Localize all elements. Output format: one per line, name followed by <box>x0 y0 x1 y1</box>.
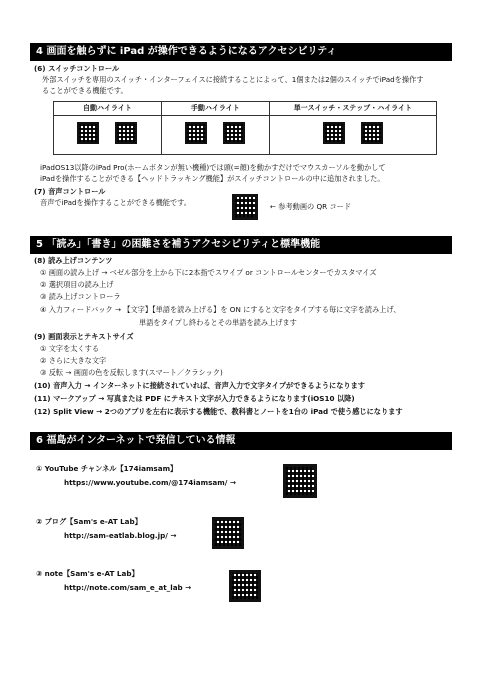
qr-code-icon[interactable] <box>323 122 345 144</box>
youtube-title: ① YouTube チャンネル【174iamsam】 <box>36 464 178 473</box>
note-url[interactable]: http://note.com/sam_e_at_lab → <box>64 583 192 592</box>
qr-code-icon[interactable] <box>223 122 245 144</box>
item9-title: (9) 画面表示とテキストサイズ <box>34 332 134 341</box>
table-header-single: 単一スイッチ・ステップ・ハイライト <box>269 102 436 116</box>
note-title: ③ note【Sam's e-AT Lab】 <box>36 569 139 578</box>
item6-text-1: 外部スイッチを専用のスイッチ・インターフェイスに接続することによって、1個または2個のスイッチでiPadを操作す <box>42 75 424 84</box>
item9-1: ① 文字を太くする <box>40 344 100 353</box>
item9-2: ② さらに大きな文字 <box>40 356 107 365</box>
qr-cell-auto <box>54 116 162 155</box>
blog-url[interactable]: http://sam-eatlab.blog.jp/ → <box>64 531 177 540</box>
item10: (10) 音声入力 → インターネットに接続されていれば、音声入力で文字タイプができるようになります <box>34 381 365 390</box>
youtube-url[interactable]: https://www.youtube.com/@174iamsam/ → <box>64 478 236 487</box>
qr-cell-single <box>269 116 436 155</box>
qr-cell-manual <box>161 116 269 155</box>
item7-title: (7) 音声コントロール <box>34 187 106 196</box>
ipados-text-1: iPadOS13以降のiPad Pro(ホームボタンが無い機種)では頭(=顔)を動かすだけでマウスカーソルを動かして <box>40 163 386 172</box>
item8-4a: ④ 入力フィードバック → 【文字】【単語を読み上げる】を ON にすると文字をタイプする毎に文字を読み上げ、 <box>40 305 401 314</box>
table-header-auto: 自動ハイライト <box>54 102 162 116</box>
voice-control-qr-code-icon[interactable] <box>232 194 258 220</box>
qr-code-icon[interactable] <box>115 122 137 144</box>
table-header-manual: 手動ハイライト <box>161 102 269 116</box>
blog-qr-code-icon[interactable] <box>212 517 244 549</box>
item6-text-2: ることができる機能です。 <box>42 86 128 95</box>
ipados-text-2: iPadを操作することができる【ヘッドトラッキング機能】がスイッチコントロールの中に追加されました。 <box>40 174 385 183</box>
item8-3: ③ 読み上げコントローラ <box>40 292 121 301</box>
switch-control-qr-table <box>53 101 437 155</box>
section-4-header: 4 画面を触らずに iPad が操作できるようになるアクセシビリティ <box>30 43 452 61</box>
qr-code-icon[interactable] <box>77 122 99 144</box>
qr-code-icon[interactable] <box>185 122 207 144</box>
qr-reference-note: ← 参考動画の QR コード <box>270 202 352 211</box>
item11: (11) マークアップ → 写真または PDF にテキスト文字が入力できるようになります(iOS10 以降) <box>34 394 355 403</box>
item8-2: ② 選択項目の読み上げ <box>40 280 114 289</box>
item7-text: 音声でiPadを操作することができる機能です。 <box>40 198 191 207</box>
section-6-header: 6 福島がインターネットで発信している情報 <box>30 432 452 450</box>
item6-title: (6) スイッチコントロール <box>34 64 120 73</box>
qr-code-icon[interactable] <box>361 122 383 144</box>
youtube-qr-code-icon[interactable] <box>283 464 317 498</box>
item8-1: ① 画面の読み上げ → ベゼル部分を上から下に2本指でスワイプ or コントロールセンターでカスタマイズ <box>40 268 377 277</box>
note-qr-code-icon[interactable] <box>229 570 261 602</box>
item8-title: (8) 読み上げコンテンツ <box>34 256 113 265</box>
blog-title: ② ブログ【Sam's e-AT Lab】 <box>36 517 142 526</box>
item8-4b: 単語をタイプし終わるとその単語を読み上げます <box>139 318 297 327</box>
item12: (12) Split View → 2つのアプリを左右に表示する機能で、教科書とノートを1台の iPad で使う感じになります <box>34 407 403 416</box>
section-5-header: 5 「読み」「書き」の困難さを補うアクセシビリティと標準機能 <box>30 236 452 254</box>
item9-3: ③ 反転 → 画面の色を反転します(スマート／クラシック) <box>40 368 223 377</box>
